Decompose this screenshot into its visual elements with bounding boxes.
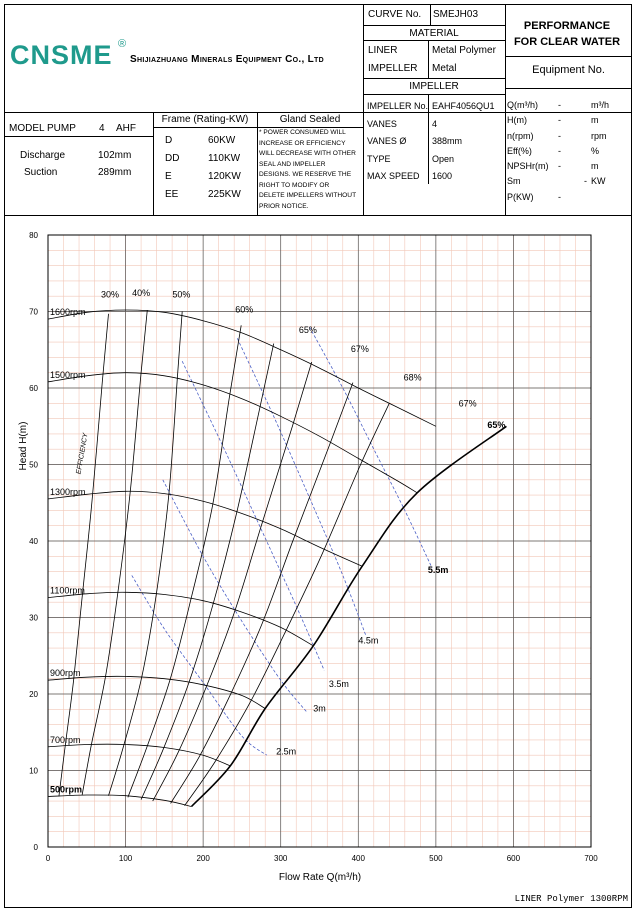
x-tick-label: 100: [118, 854, 133, 863]
duty-unit: %: [591, 145, 600, 156]
efficiency-axis-label: EFFICIENCY: [75, 432, 90, 475]
gland-note: DELETE IMPELLERS WITHOUT: [259, 192, 357, 199]
spec-label: TYPE: [367, 153, 391, 164]
efficiency-label: 67%: [458, 398, 477, 409]
efficiency-label: 65%: [487, 419, 506, 430]
efficiency-curve: [128, 325, 241, 797]
efficiency-label: 60%: [235, 304, 254, 315]
model-pump-label: MODEL PUMP: [9, 123, 76, 134]
spec-value: 388mm: [432, 136, 463, 146]
duty-dash: -: [558, 191, 561, 202]
y-axis-label: Head H(m): [18, 421, 29, 471]
speed-label: 1100rpm: [50, 585, 85, 596]
speed-curve: [48, 795, 192, 807]
impeller-value: Metal: [432, 63, 457, 74]
x-tick-label: 0: [45, 854, 51, 863]
duty-label: P(KW): [507, 191, 534, 202]
duty-unit: m: [591, 115, 599, 126]
spec-value: 4: [432, 118, 438, 129]
equipment-no-label: Equipment No.: [532, 64, 605, 76]
gland-note: INCREASE OR EFFICIENCY: [259, 139, 346, 147]
npsh-curve: [163, 480, 307, 713]
efficiency-curve: [153, 362, 312, 801]
speed-curve: [48, 592, 313, 646]
duty-unit: m³/h: [591, 100, 609, 110]
chart-grid: [48, 235, 591, 847]
efficiency-label: 67%: [350, 344, 369, 355]
x-tick-label: 600: [506, 854, 521, 863]
spec-label: VANES: [367, 118, 397, 129]
curve-no-value: SMEJH03: [433, 9, 479, 20]
npsh-label: 3m: [313, 703, 326, 714]
speed-label: 500rpm: [50, 784, 83, 795]
efficiency-label: 30%: [101, 289, 120, 300]
x-tick-label: 500: [429, 854, 443, 863]
speed-label: 900rpm: [50, 668, 81, 679]
duty-dash: -: [558, 115, 561, 126]
duty-label: H(m): [507, 115, 527, 126]
duty-dash: -: [584, 176, 587, 187]
impeller-section-label: IMPELLER: [409, 81, 459, 92]
gland-note: * POWER CONSUMED WILL: [259, 129, 346, 136]
duty-dash: -: [558, 161, 561, 172]
efficiency-label: 50%: [172, 289, 191, 300]
y-tick-label: 80: [29, 231, 38, 240]
duty-label: n(rpm): [507, 130, 534, 141]
y-tick-label: 60: [29, 384, 38, 393]
npsh-label: 4.5m: [358, 635, 379, 646]
spec-label: IMPELLER No.: [367, 101, 429, 111]
spec-label: VANES Ø: [367, 136, 407, 146]
frame-name: DD: [165, 153, 180, 164]
efficiency-curve: [82, 310, 147, 795]
efficiency-curve: [171, 383, 353, 804]
duty-unit: KW: [591, 176, 606, 187]
material-label: MATERIAL: [409, 28, 459, 39]
gland-note: DESIGNS. WE RESERVE THE: [259, 171, 352, 178]
spec-label: MAX SPEED: [367, 171, 420, 181]
footer-note: LINER Polymer 1300RPM: [514, 894, 628, 904]
x-tick-label: 200: [196, 854, 210, 863]
duty-label: NPSHr(m): [507, 161, 549, 172]
duty-label: Sm: [507, 176, 521, 187]
frame-name: EE: [165, 189, 179, 200]
performance-title-line-1: PERFORMANCE: [523, 20, 611, 32]
frame-kw: 120KW: [208, 171, 241, 182]
frame-name: D: [165, 135, 173, 146]
speed-label: 700rpm: [50, 734, 81, 745]
speed-curve: [48, 373, 417, 493]
speed-curves: [48, 310, 436, 807]
npsh-label: 2.5m: [276, 746, 297, 757]
gland-note: RIGHT TO MODIFY OR: [259, 181, 330, 189]
y-tick-label: 10: [29, 766, 38, 776]
y-tick-label: 70: [29, 307, 38, 317]
duty-dash: -: [558, 130, 561, 141]
suction-value: 289mm: [98, 167, 132, 178]
duty-dash: -: [558, 145, 561, 156]
efficiency-curves: [59, 310, 507, 807]
efficiency-label: 68%: [403, 372, 422, 383]
gland-note: WILL DECREASE WITH OTHER: [259, 150, 356, 157]
spec-value: Open: [432, 153, 455, 164]
npsh-curve: [182, 361, 324, 670]
speed-curve: [48, 491, 362, 566]
duty-unit: rpm: [591, 130, 607, 141]
discharge-value: 102mm: [98, 150, 132, 161]
efficiency-curve: [59, 314, 109, 797]
registered-mark: ®: [118, 38, 127, 50]
model-pump-size: 4: [99, 123, 105, 134]
duty-dash: -: [558, 100, 561, 110]
duty-label: Eff(%): [507, 145, 532, 156]
npsh-label: 5.5m: [427, 565, 449, 576]
x-tick-label: 300: [274, 854, 288, 863]
frame-kw: 110KW: [208, 153, 241, 164]
efficiency-curve: [109, 312, 183, 796]
speed-label: 1500rpm: [50, 369, 86, 380]
frame-kw: 225KW: [208, 189, 241, 200]
frame-kw: 60KW: [208, 135, 236, 146]
gland-note: PRIOR NOTICE.: [259, 202, 309, 210]
gland-title: Gland Sealed: [279, 114, 341, 125]
impeller-label: IMPELLER: [368, 63, 418, 74]
x-tick-label: 700: [584, 854, 598, 863]
y-tick-label: 20: [29, 690, 38, 699]
suction-label: Suction: [24, 167, 58, 178]
company-logo: CNSME: [10, 40, 113, 70]
model-pump-type: AHF: [116, 123, 136, 134]
y-tick-label: 30: [29, 613, 38, 623]
x-axis-label: Flow Rate Q(m³/h): [278, 872, 362, 883]
spec-value: 1600: [432, 171, 453, 181]
curve-labels: [50, 288, 505, 794]
x-tick-label: 400: [351, 854, 365, 863]
efficiency-label: 65%: [298, 324, 317, 335]
frame-name: E: [165, 171, 172, 182]
duty-unit: m: [591, 161, 599, 172]
npsh-label: 3.5m: [328, 679, 349, 690]
y-tick-label: 50: [29, 460, 38, 470]
speed-label: 1300rpm: [50, 486, 86, 497]
speed-label: 1600rpm: [50, 307, 86, 318]
spec-value: EAHF4056QU1: [432, 101, 495, 111]
liner-label: LINER: [368, 45, 398, 56]
y-tick-label: 0: [33, 843, 38, 852]
efficiency-label: 40%: [132, 288, 151, 299]
discharge-label: Discharge: [20, 150, 66, 161]
curve-no-label: CURVE No.: [368, 9, 422, 20]
gland-note: SEAL AND IMPELLER: [259, 160, 326, 168]
y-tick-label: 40: [29, 537, 38, 546]
liner-value: Metal Polymer: [432, 45, 496, 56]
performance-title-line-2: FOR CLEAR WATER: [513, 36, 621, 48]
speed-curve: [48, 310, 436, 426]
npsh-curve: [309, 327, 432, 568]
company-name: Shijiazhuang Minerals Equipment Co., Ltd: [130, 54, 324, 65]
duty-label: Q(m³/h): [507, 100, 538, 110]
frame-title: Frame (Rating-KW): [161, 114, 249, 125]
